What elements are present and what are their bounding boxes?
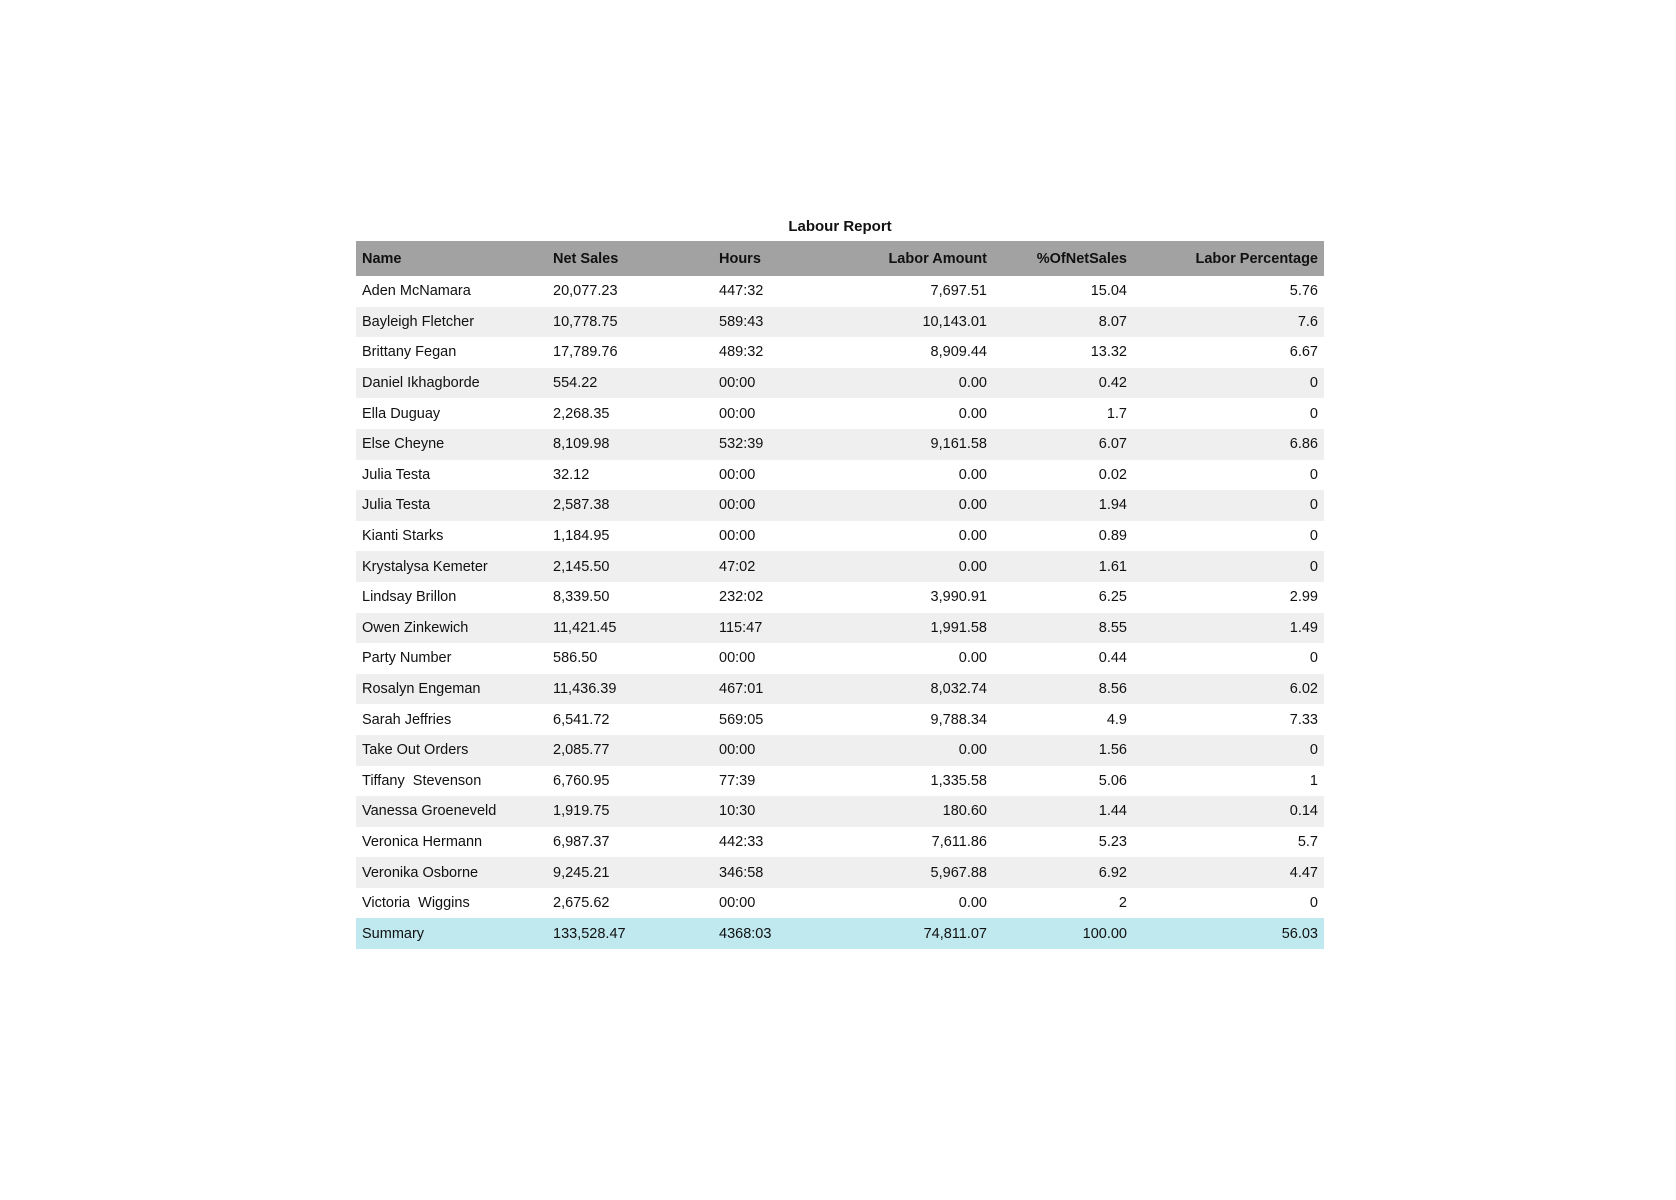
cell-labor-percentage: 0 bbox=[1309, 742, 1318, 759]
cell-labor-percentage: 0 bbox=[1309, 405, 1318, 422]
table-row bbox=[356, 398, 1324, 429]
cell-hours: 00:00 bbox=[719, 742, 756, 759]
cell-net-sales: 2,085.77 bbox=[553, 742, 610, 759]
table-row bbox=[356, 613, 1324, 644]
cell-name: Ella Duguay bbox=[362, 405, 441, 422]
cell-labor-amount: 0.00 bbox=[958, 405, 987, 422]
table-row bbox=[356, 337, 1324, 368]
cell-hours: 00:00 bbox=[719, 650, 756, 667]
cell-pct-net-sales: 0.44 bbox=[1098, 650, 1127, 667]
cell-name: Kianti Starks bbox=[362, 528, 444, 545]
cell-net-sales: 2,145.50 bbox=[553, 558, 610, 575]
cell-labor-percentage: 0 bbox=[1309, 375, 1318, 392]
cell-pct-net-sales: 1.44 bbox=[1098, 803, 1127, 820]
table-row bbox=[356, 704, 1324, 735]
cell-labor-amount: 7,611.86 bbox=[931, 833, 987, 850]
table-row bbox=[356, 490, 1324, 521]
cell-name: Julia Testa bbox=[362, 497, 431, 514]
cell-net-sales: 17,789.76 bbox=[553, 344, 618, 361]
cell-name: Victoria Wiggins bbox=[362, 895, 470, 912]
table-row bbox=[356, 857, 1324, 888]
table-row bbox=[356, 582, 1324, 613]
table-row bbox=[356, 368, 1324, 399]
table-row bbox=[356, 735, 1324, 766]
cell-net-sales: 2,675.62 bbox=[553, 895, 610, 912]
cell-net-sales: 2,587.38 bbox=[553, 497, 610, 514]
cell-labor-amount: 0.00 bbox=[958, 895, 987, 912]
labour-table bbox=[356, 241, 1324, 949]
labour-report bbox=[356, 213, 1324, 949]
cell-hours: 115:47 bbox=[719, 619, 763, 636]
cell-name: Else Cheyne bbox=[362, 436, 445, 453]
cell-labor-percentage: 6.86 bbox=[1289, 436, 1318, 453]
summary-hours: 4368:03 bbox=[719, 925, 772, 942]
summary-labor-amount: 74,811.07 bbox=[923, 925, 987, 942]
cell-labor-percentage: 0 bbox=[1309, 466, 1318, 483]
cell-name: Rosalyn Engeman bbox=[362, 681, 481, 698]
cell-pct-net-sales: 0.02 bbox=[1098, 466, 1127, 483]
cell-labor-amount: 0.00 bbox=[958, 497, 987, 514]
cell-pct-net-sales: 1.56 bbox=[1098, 742, 1127, 759]
column-header-net-sales: Net Sales bbox=[553, 250, 619, 267]
cell-labor-percentage: 7.6 bbox=[1297, 313, 1318, 330]
cell-pct-net-sales: 1.7 bbox=[1106, 405, 1127, 422]
cell-name: Daniel Ikhagborde bbox=[362, 375, 480, 392]
cell-net-sales: 6,760.95 bbox=[553, 772, 610, 789]
cell-labor-amount: 8,909.44 bbox=[930, 344, 987, 361]
cell-hours: 00:00 bbox=[719, 375, 756, 392]
cell-hours: 10:30 bbox=[719, 803, 756, 820]
cell-hours: 00:00 bbox=[719, 466, 756, 483]
cell-hours: 489:32 bbox=[719, 344, 764, 361]
cell-name: Krystalysa Kemeter bbox=[362, 558, 488, 575]
table-body bbox=[356, 276, 1324, 949]
cell-labor-amount: 180.60 bbox=[942, 803, 987, 820]
cell-labor-percentage: 7.33 bbox=[1289, 711, 1318, 728]
cell-hours: 467:01 bbox=[719, 681, 764, 698]
cell-hours: 569:05 bbox=[719, 711, 764, 728]
cell-labor-amount: 5,967.88 bbox=[930, 864, 987, 881]
cell-labor-amount: 9,161.58 bbox=[930, 436, 987, 453]
table-row bbox=[356, 888, 1324, 919]
cell-labor-percentage: 2.99 bbox=[1289, 589, 1318, 606]
cell-labor-percentage: 1.49 bbox=[1289, 619, 1318, 636]
cell-net-sales: 6,541.72 bbox=[553, 711, 610, 728]
cell-pct-net-sales: 1.61 bbox=[1098, 558, 1127, 575]
cell-labor-percentage: 0.14 bbox=[1289, 803, 1318, 820]
column-header-labor-amount: Labor Amount bbox=[888, 250, 987, 267]
cell-pct-net-sales: 5.06 bbox=[1098, 772, 1127, 789]
cell-pct-net-sales: 15.04 bbox=[1090, 283, 1127, 300]
cell-hours: 00:00 bbox=[719, 405, 756, 422]
table-row bbox=[356, 276, 1324, 307]
cell-labor-percentage: 0 bbox=[1309, 497, 1318, 514]
cell-net-sales: 586.50 bbox=[553, 650, 598, 667]
cell-labor-percentage: 0 bbox=[1309, 650, 1318, 667]
cell-pct-net-sales: 1.94 bbox=[1098, 497, 1127, 514]
cell-net-sales: 2,268.35 bbox=[553, 405, 610, 422]
table-row bbox=[356, 521, 1324, 552]
table-row bbox=[356, 429, 1324, 460]
cell-net-sales: 1,919.75 bbox=[553, 803, 610, 820]
summary-net-sales: 133,528.47 bbox=[553, 925, 626, 942]
cell-net-sales: 6,987.37 bbox=[553, 833, 610, 850]
table-row bbox=[356, 551, 1324, 582]
cell-hours: 00:00 bbox=[719, 497, 756, 514]
cell-net-sales: 32.12 bbox=[553, 466, 590, 483]
cell-labor-amount: 1,991.58 bbox=[930, 619, 987, 636]
cell-name: Take Out Orders bbox=[362, 742, 469, 759]
cell-hours: 00:00 bbox=[719, 895, 756, 912]
cell-labor-percentage: 0 bbox=[1309, 558, 1318, 575]
cell-name: Party Number bbox=[362, 650, 452, 667]
cell-hours: 232:02 bbox=[719, 589, 764, 606]
cell-labor-percentage: 5.7 bbox=[1297, 833, 1318, 850]
cell-pct-net-sales: 4.9 bbox=[1106, 711, 1127, 728]
cell-labor-amount: 3,990.91 bbox=[930, 589, 987, 606]
table-row bbox=[356, 766, 1324, 797]
cell-pct-net-sales: 8.07 bbox=[1098, 313, 1127, 330]
cell-labor-amount: 8,032.74 bbox=[930, 681, 987, 698]
table-row bbox=[356, 674, 1324, 705]
cell-labor-percentage: 6.02 bbox=[1289, 681, 1318, 698]
cell-pct-net-sales: 0.89 bbox=[1098, 528, 1127, 545]
cell-name: Sarah Jeffries bbox=[362, 711, 452, 728]
cell-labor-amount: 0.00 bbox=[958, 466, 987, 483]
cell-pct-net-sales: 5.23 bbox=[1098, 833, 1127, 850]
cell-name: Vanessa Groeneveld bbox=[362, 803, 497, 820]
cell-labor-amount: 0.00 bbox=[958, 375, 987, 392]
cell-hours: 47:02 bbox=[719, 558, 756, 575]
column-header-hours: Hours bbox=[719, 250, 761, 267]
summary-labor-percentage: 56.03 bbox=[1281, 925, 1318, 942]
cell-pct-net-sales: 6.07 bbox=[1098, 436, 1127, 453]
cell-labor-percentage: 0 bbox=[1309, 528, 1318, 545]
cell-labor-percentage: 0 bbox=[1309, 895, 1318, 912]
table-row bbox=[356, 643, 1324, 674]
cell-name: Lindsay Brillon bbox=[362, 589, 457, 606]
report-title: Labour Report bbox=[788, 218, 892, 235]
cell-net-sales: 1,184.95 bbox=[553, 528, 610, 545]
cell-labor-amount: 10,143.01 bbox=[922, 313, 987, 330]
column-header-labor-percentage: Labor Percentage bbox=[1195, 250, 1318, 267]
column-header-name: Name bbox=[362, 250, 402, 267]
cell-hours: 00:00 bbox=[719, 528, 756, 545]
summary-pct-net-sales: 100.00 bbox=[1082, 925, 1127, 942]
cell-name: Julia Testa bbox=[362, 466, 431, 483]
cell-name: Veronika Osborne bbox=[362, 864, 479, 881]
cell-net-sales: 8,109.98 bbox=[553, 436, 610, 453]
cell-pct-net-sales: 2 bbox=[1118, 895, 1127, 912]
cell-net-sales: 20,077.23 bbox=[553, 283, 618, 300]
cell-pct-net-sales: 0.42 bbox=[1098, 375, 1127, 392]
cell-labor-amount: 0.00 bbox=[958, 650, 987, 667]
table-row bbox=[356, 796, 1324, 827]
cell-pct-net-sales: 13.32 bbox=[1090, 344, 1127, 361]
table-row bbox=[356, 460, 1324, 491]
cell-pct-net-sales: 8.56 bbox=[1098, 681, 1127, 698]
cell-pct-net-sales: 6.25 bbox=[1098, 589, 1127, 606]
cell-name: Brittany Fegan bbox=[362, 344, 457, 361]
cell-labor-percentage: 6.67 bbox=[1289, 344, 1318, 361]
cell-hours: 589:43 bbox=[719, 313, 764, 330]
cell-net-sales: 11,436.39 bbox=[553, 681, 617, 698]
table-row bbox=[356, 307, 1324, 338]
cell-labor-percentage: 1 bbox=[1309, 772, 1318, 789]
table-row bbox=[356, 827, 1324, 858]
cell-labor-amount: 9,788.34 bbox=[930, 711, 987, 728]
cell-name: Tiffany Stevenson bbox=[362, 772, 482, 789]
column-header-pct-net-sales: %OfNetSales bbox=[1036, 250, 1127, 267]
cell-hours: 532:39 bbox=[719, 436, 764, 453]
cell-net-sales: 8,339.50 bbox=[553, 589, 610, 606]
summary-row bbox=[356, 918, 1324, 949]
cell-net-sales: 9,245.21 bbox=[553, 864, 610, 881]
cell-labor-amount: 1,335.58 bbox=[930, 772, 987, 789]
cell-hours: 77:39 bbox=[719, 772, 756, 789]
table-header bbox=[356, 241, 1324, 276]
cell-hours: 442:33 bbox=[719, 833, 764, 850]
cell-labor-percentage: 5.76 bbox=[1289, 283, 1318, 300]
cell-labor-amount: 0.00 bbox=[958, 558, 987, 575]
cell-hours: 346:58 bbox=[719, 864, 764, 881]
cell-labor-amount: 0.00 bbox=[958, 742, 987, 759]
cell-net-sales: 10,778.75 bbox=[553, 313, 618, 330]
cell-labor-amount: 0.00 bbox=[958, 528, 987, 545]
cell-labor-amount: 7,697.51 bbox=[930, 283, 987, 300]
cell-net-sales: 554.22 bbox=[553, 375, 598, 392]
cell-pct-net-sales: 8.55 bbox=[1098, 619, 1127, 636]
cell-name: Aden McNamara bbox=[362, 283, 471, 300]
cell-name: Bayleigh Fletcher bbox=[362, 313, 475, 330]
cell-hours: 447:32 bbox=[719, 283, 764, 300]
header-row bbox=[356, 241, 1324, 276]
cell-labor-percentage: 4.47 bbox=[1289, 864, 1318, 881]
cell-net-sales: 11,421.45 bbox=[553, 619, 617, 636]
cell-name: Owen Zinkewich bbox=[362, 619, 469, 636]
summary-name: Summary bbox=[362, 925, 425, 942]
cell-name: Veronica Hermann bbox=[362, 833, 483, 850]
cell-pct-net-sales: 6.92 bbox=[1098, 864, 1127, 881]
